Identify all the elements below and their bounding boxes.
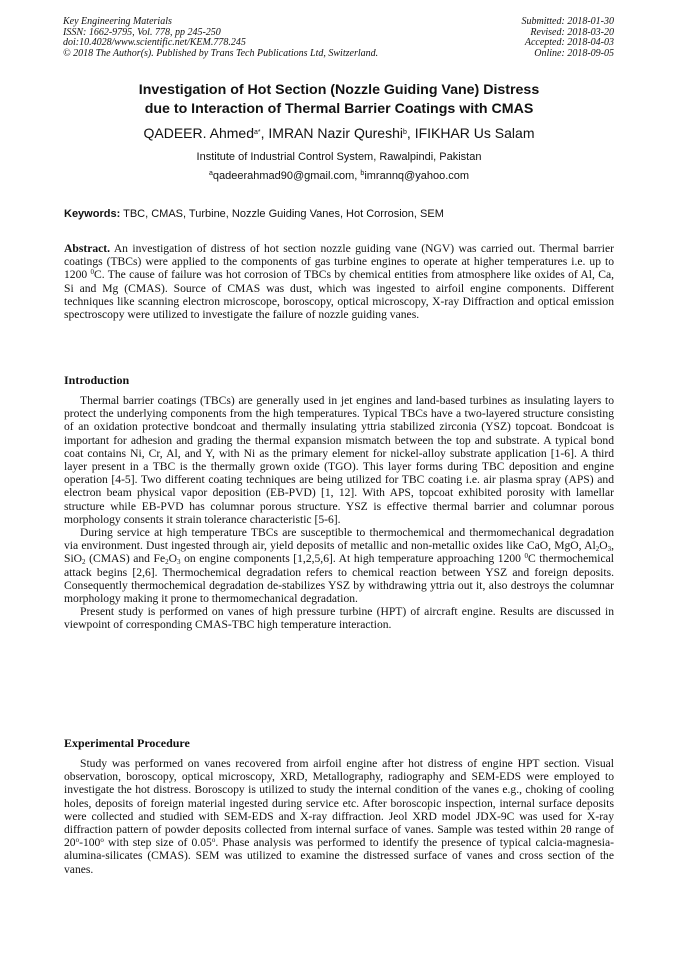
text-run: C thermochemical attack begins [2,6]. Thermochemical degradation refers to chemical reaction between YSZ and foreign deposits. Consequently thermochemical degradation de-stabilizes YSZ by withdrawing yttria out it, also destroys the columnar morphology making it prone to thermomechanical degradation. xyxy=(64,552,614,606)
subscript: 2 xyxy=(595,545,600,554)
email-a[interactable]: qadeerahmad90@gmail.com xyxy=(212,170,355,182)
author-1-mark: a* xyxy=(254,129,261,136)
degree-mark: 0 xyxy=(90,268,94,277)
email-a-mark: a xyxy=(208,170,213,177)
journal-name: Key Engineering Materials xyxy=(63,16,172,27)
experimental-heading: Experimental Procedure xyxy=(64,736,190,750)
intro-paragraph-3: Present study is performed on vanes of high pressure turbine (HPT) of aircraft engine. Results are discussed in viewpoint of corresponding CMAS-TBC high temperature interaction. xyxy=(64,605,614,632)
text-run: O xyxy=(168,552,178,566)
text-run: on engine components [1,2,5,6]. At high temperature approaching 1200 xyxy=(180,552,525,566)
subscript: 2 xyxy=(165,558,169,567)
subscript: 3 xyxy=(607,545,612,554)
online-date: Online: 2018-09-05 xyxy=(534,47,614,59)
keywords xyxy=(64,207,614,221)
revised-date: Revised: 2018-03-20 xyxy=(530,26,614,38)
text-run: , SiO xyxy=(64,539,614,566)
title-line-2: due to Interaction of Thermal Barrier Coatings with CMAS xyxy=(144,101,534,117)
submitted-date: Submitted: 2018-01-30 xyxy=(521,16,614,27)
title-line-1: Investigation of Hot Section (Nozzle Guiding Vane) Distress xyxy=(138,82,540,98)
author-list xyxy=(60,124,618,142)
intro-paragraph-2 xyxy=(64,526,614,605)
degree-mark: o xyxy=(211,836,216,845)
text-run: Study was performed on vanes recovered from airfoil engine after hot distress of engine HPT section. Visual observation, boroscopy, optical microscopy, XRD, Metallography, radiography and SEM-EDS were employed to investigate the hot distress. Boroscopy is utilized to study the internal condition of the vanes e.g., choking of cooling holes, deposits of foreign material ingested during service etc. After boroscopic inspection, internal surface deposits were collected and studied with SEM-EDS and X-ray diffraction. Jeol XRD model JDX-9C was used for X-ray diffraction pattern of powder deposits collected from internal surface of vanes. Sample was tested within 2θ range of 20 xyxy=(64,757,614,850)
publication-dates xyxy=(522,17,615,59)
intro-paragraph-1: Thermal barrier coatings (TBCs) are generally used in jet engines and land-based turbines as insulating layers to protect the underlying components from the high temperatures. Typical TBCs have a two-layered structure consisting of an oxidation protective bondcoat and thermally insulating yttria stabilized zirconia (YSZ) topcoat. Bondcoat is important for adhesion and grading the thermal expansion mismatch between the top and substrate. A typical bond coat contains Ni, Cr, Al, and Y, with Ni as the primary element for nickel-alloy substrate application [1-6]. A third layer present in a TBC is the thermally grown oxide (TGO). This layer forms during TBC deposition and engine operation [4-5]. Two different coating techniques are being utilized for TBC coating i.e. air plasma spray (APS) and electron beam physical vapor deposition (EB-PVD) [1, 12]. With APS, topcoat exhibited porosity with lamellar structure while EB-PVD has columnar porous structure. YSZ is effective thermal barrier and columnar porous morphology consents it strain tolerance characteristic [5-6]. xyxy=(64,394,614,526)
doi-line: doi:10.4028/www.scientific.net/KEM.778.245 xyxy=(63,37,246,48)
text-run: . Phase analysis was performed to identify the presence of typical calcia-magnesia-alumina-silicates (CMAS). SEM was utilized to examine the distressed surface of vanes and cross section of the vanes. xyxy=(64,836,614,876)
text-run: O xyxy=(599,539,608,553)
text-run: -100 xyxy=(79,836,101,850)
text-run: (CMAS) and Fe xyxy=(85,552,166,566)
degree-mark: o xyxy=(100,836,104,845)
experimental-paragraph-1 xyxy=(64,757,614,876)
abstract-text: An investigation of distress of hot section nozzle guiding vane (NGV) was carried out. Thermal barrier coatings (TBCs) were applied to the components of gas turbine engines to operate at higher temperatures i.e. up to 1200 xyxy=(64,242,614,282)
author-1: QADEER. Ahmed xyxy=(143,125,254,141)
issn-line: ISSN: 1662-9795, Vol. 778, pp 245-250 xyxy=(63,26,221,38)
author-3: IFIKHAR Us Salam xyxy=(414,125,535,141)
introduction-heading: Introduction xyxy=(64,373,130,387)
author-separator: , xyxy=(406,125,415,141)
subscript: 2 xyxy=(82,558,86,567)
abstract-text: C. The cause of failure was hot corrosion of TBCs by chemical entities from atmosphere like oxides of Al, Ca, Si and Mg (CMAS). Source of CMAS was dust, which was ingested to airfoil engine components. Different techniques like scanning electron microscope, boroscopy, optical microscopy, X-ray Diffraction and optical emission spectroscopy were utilized to investigate the failure of nozzle guiding vanes. xyxy=(64,268,614,322)
text-run: During service at high temperature TBCs are susceptible to thermochemical and thermomechanical degradation via environment. Dust ingested through air, yield deposits of metallic and non-metallic oxides like CaO, MgO, Al xyxy=(64,526,614,553)
experimental-body xyxy=(64,757,614,876)
degree-mark: 0 xyxy=(524,552,529,561)
email-b-mark: b xyxy=(360,170,365,177)
keywords-label: Keywords: xyxy=(64,208,121,220)
author-2: IMRAN Nazir Qureshi xyxy=(268,125,403,141)
abstract xyxy=(64,242,614,321)
author-emails xyxy=(60,169,618,183)
copyright-line: © 2018 The Author(s). Published by Trans Tech Publications Ltd, Switzerland. xyxy=(63,47,379,59)
email-separator: , xyxy=(354,170,361,182)
email-b[interactable]: imrannq@yahoo.com xyxy=(364,170,470,182)
accepted-date: Accepted: 2018-04-03 xyxy=(524,37,614,48)
author-separator: , xyxy=(260,125,269,141)
journal-info xyxy=(63,17,378,59)
keywords-text: TBC, CMAS, Turbine, Nozzle Guiding Vanes, Hot Corrosion, SEM xyxy=(120,208,444,220)
subscript: 3 xyxy=(177,558,181,567)
author-2-mark: b xyxy=(403,129,407,136)
degree-mark: o xyxy=(75,836,80,845)
introduction-body xyxy=(64,394,614,632)
affiliation: Institute of Industrial Control System, Rawalpindi, Pakistan xyxy=(196,151,482,163)
text-run: with step size of 0.05 xyxy=(103,836,212,850)
abstract-paragraph xyxy=(64,242,614,321)
paper-title xyxy=(60,81,618,119)
abstract-label: Abstract. xyxy=(64,242,111,255)
